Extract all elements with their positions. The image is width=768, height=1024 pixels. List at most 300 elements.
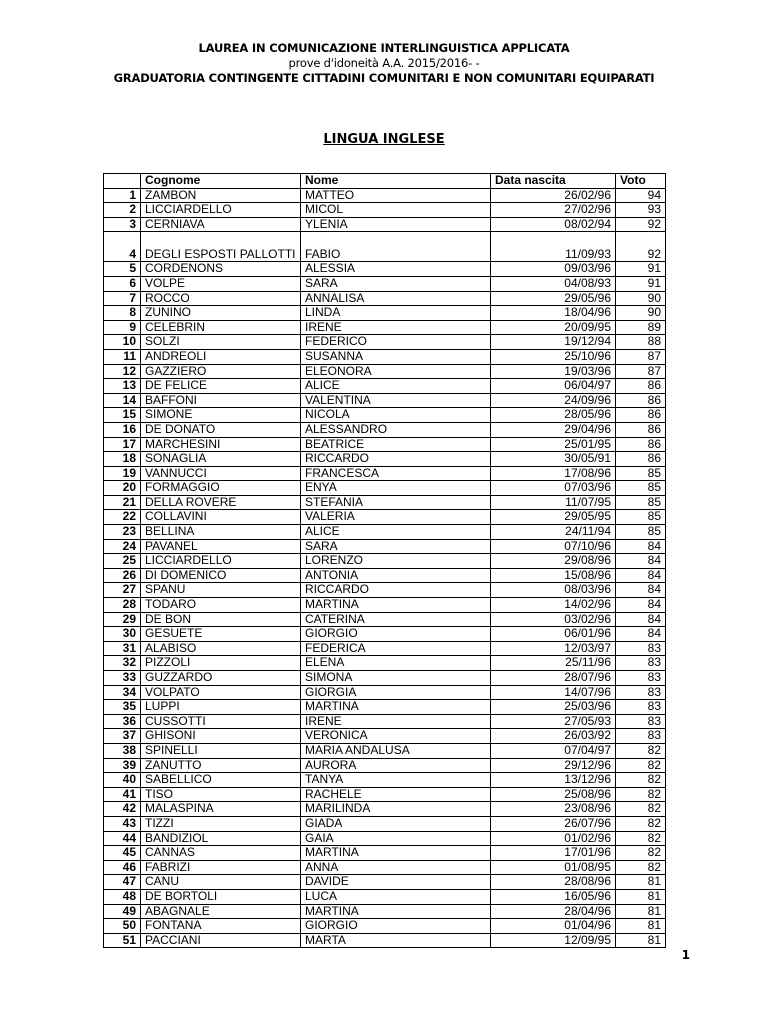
surname-cell: CANU	[141, 875, 301, 890]
surname-cell: ALABISO	[141, 641, 301, 656]
col-header-score: Voto	[616, 174, 666, 189]
rank-cell: 17	[104, 437, 141, 452]
surname-cell: LICCIARDELLO	[141, 554, 301, 569]
score-cell: 82	[616, 758, 666, 773]
score-cell: 83	[616, 729, 666, 744]
name-cell: AURORA	[301, 758, 491, 773]
table-row	[104, 232, 666, 262]
name-cell: BEATRICE	[301, 437, 491, 452]
name-cell: ALESSANDRO	[301, 422, 491, 437]
rank-cell: 34	[104, 685, 141, 700]
surname-cell: MARCHESINI	[141, 437, 301, 452]
surname-cell: ZAMBON	[141, 188, 301, 203]
birthdate-cell: 01/04/96	[491, 919, 616, 934]
score-cell: 81	[616, 919, 666, 934]
name-cell: DAVIDE	[301, 875, 491, 890]
birthdate-cell: 29/05/95	[491, 510, 616, 525]
name-cell: NICOLA	[301, 408, 491, 423]
name-cell: MARTINA	[301, 904, 491, 919]
birthdate-cell: 16/05/96	[491, 889, 616, 904]
name-cell: VALERIA	[301, 510, 491, 525]
table-header-row	[104, 174, 666, 189]
name-cell: CATERINA	[301, 612, 491, 627]
score-cell: 83	[616, 685, 666, 700]
rank-cell: 43	[104, 816, 141, 831]
birthdate-cell: 25/08/96	[491, 787, 616, 802]
table-row	[104, 802, 666, 817]
name-cell: SARA	[301, 276, 491, 291]
birthdate-cell: 25/11/96	[491, 656, 616, 671]
score-cell: 83	[616, 641, 666, 656]
surname-cell: VANNUCCI	[141, 466, 301, 481]
table-row	[104, 831, 666, 846]
ranking-table	[103, 173, 666, 948]
rank-cell: 50	[104, 919, 141, 934]
birthdate-cell: 27/05/93	[491, 714, 616, 729]
rank-cell: 16	[104, 422, 141, 437]
surname-cell: DE DONATO	[141, 422, 301, 437]
header-exam: prove d'idoneità A.A. 2015/2016- -	[288, 56, 480, 70]
score-cell: 84	[616, 627, 666, 642]
col-header-birthdate: Data nascita	[491, 174, 616, 189]
name-cell: TANYA	[301, 773, 491, 788]
score-cell: 85	[616, 481, 666, 496]
rank-cell: 31	[104, 641, 141, 656]
table-row	[104, 335, 666, 350]
score-cell: 83	[616, 671, 666, 686]
score-cell: 93	[616, 203, 666, 218]
table-row	[104, 495, 666, 510]
birthdate-cell: 19/03/96	[491, 364, 616, 379]
table-row	[104, 743, 666, 758]
score-cell: 92	[616, 217, 666, 232]
surname-cell: ZUNINO	[141, 306, 301, 321]
name-cell: FEDERICA	[301, 641, 491, 656]
table-row	[104, 217, 666, 232]
rank-cell: 1	[104, 188, 141, 203]
score-cell: 90	[616, 306, 666, 321]
score-cell: 86	[616, 379, 666, 394]
birthdate-cell: 01/08/95	[491, 860, 616, 875]
table-row	[104, 875, 666, 890]
surname-cell: VOLPE	[141, 276, 301, 291]
score-cell: 85	[616, 525, 666, 540]
score-cell: 86	[616, 408, 666, 423]
rank-cell: 40	[104, 773, 141, 788]
birthdate-cell: 26/02/96	[491, 188, 616, 203]
table-row	[104, 262, 666, 277]
rank-cell: 8	[104, 306, 141, 321]
name-cell: FABIO	[301, 232, 491, 262]
name-cell: LORENZO	[301, 554, 491, 569]
table-row	[104, 481, 666, 496]
table-row	[104, 452, 666, 467]
birthdate-cell: 14/07/96	[491, 685, 616, 700]
name-cell: MARTINA	[301, 598, 491, 613]
rank-cell: 15	[104, 408, 141, 423]
score-cell: 84	[616, 598, 666, 613]
name-cell: GIORGIA	[301, 685, 491, 700]
score-cell: 81	[616, 889, 666, 904]
birthdate-cell: 12/09/95	[491, 933, 616, 948]
table-row	[104, 627, 666, 642]
table-row	[104, 320, 666, 335]
birthdate-cell: 08/02/94	[491, 217, 616, 232]
birthdate-cell: 23/08/96	[491, 802, 616, 817]
score-cell: 88	[616, 335, 666, 350]
header-degree: LAUREA IN COMUNICAZIONE INTERLINGUISTICA APPLICATA	[198, 41, 570, 55]
table-row	[104, 525, 666, 540]
birthdate-cell: 29/08/96	[491, 554, 616, 569]
table-row	[104, 276, 666, 291]
name-cell: RICCARDO	[301, 452, 491, 467]
birthdate-cell: 29/12/96	[491, 758, 616, 773]
score-cell: 91	[616, 262, 666, 277]
name-cell: ALICE	[301, 525, 491, 540]
name-cell: MARILINDA	[301, 802, 491, 817]
rank-cell: 28	[104, 598, 141, 613]
name-cell: ALESSIA	[301, 262, 491, 277]
surname-cell: LICCIARDELLO	[141, 203, 301, 218]
name-cell: ELEONORA	[301, 364, 491, 379]
rank-cell: 48	[104, 889, 141, 904]
name-cell: GIADA	[301, 816, 491, 831]
rank-cell: 7	[104, 291, 141, 306]
surname-cell: ANDREOLI	[141, 349, 301, 364]
table-row	[104, 816, 666, 831]
rank-cell: 26	[104, 568, 141, 583]
table-row	[104, 408, 666, 423]
table-row	[104, 671, 666, 686]
table-row	[104, 568, 666, 583]
surname-cell: SONAGLIA	[141, 452, 301, 467]
table-row	[104, 422, 666, 437]
rank-cell: 4	[104, 232, 141, 262]
birthdate-cell: 29/05/96	[491, 291, 616, 306]
birthdate-cell: 30/05/91	[491, 452, 616, 467]
surname-cell: ABAGNALE	[141, 904, 301, 919]
score-cell: 82	[616, 802, 666, 817]
score-cell: 87	[616, 349, 666, 364]
score-cell: 83	[616, 700, 666, 715]
table-row	[104, 554, 666, 569]
score-cell: 94	[616, 188, 666, 203]
score-cell: 90	[616, 291, 666, 306]
surname-cell: DI DOMENICO	[141, 568, 301, 583]
surname-cell: GUZZARDO	[141, 671, 301, 686]
table-row	[104, 904, 666, 919]
rank-cell: 39	[104, 758, 141, 773]
table-row	[104, 291, 666, 306]
rank-cell: 22	[104, 510, 141, 525]
score-cell: 86	[616, 437, 666, 452]
score-cell: 85	[616, 466, 666, 481]
table-row	[104, 306, 666, 321]
table-row	[104, 188, 666, 203]
rank-cell: 38	[104, 743, 141, 758]
table-row	[104, 510, 666, 525]
surname-cell: SPINELLI	[141, 743, 301, 758]
name-cell: VERONICA	[301, 729, 491, 744]
birthdate-cell: 28/07/96	[491, 671, 616, 686]
surname-cell: SOLZI	[141, 335, 301, 350]
birthdate-cell: 15/08/96	[491, 568, 616, 583]
rank-cell: 11	[104, 349, 141, 364]
rank-cell: 3	[104, 217, 141, 232]
score-cell: 82	[616, 846, 666, 861]
table-row	[104, 379, 666, 394]
score-cell: 86	[616, 393, 666, 408]
rank-cell: 44	[104, 831, 141, 846]
rank-cell: 12	[104, 364, 141, 379]
surname-cell: GHISONI	[141, 729, 301, 744]
rank-cell: 30	[104, 627, 141, 642]
surname-cell: FORMAGGIO	[141, 481, 301, 496]
rank-cell: 25	[104, 554, 141, 569]
table-row	[104, 583, 666, 598]
score-cell: 84	[616, 612, 666, 627]
section-title: LINGUA INGLESE	[323, 132, 445, 147]
table-row	[104, 729, 666, 744]
birthdate-cell: 07/10/96	[491, 539, 616, 554]
table-row	[104, 685, 666, 700]
rank-cell: 49	[104, 904, 141, 919]
birthdate-cell: 17/08/96	[491, 466, 616, 481]
name-cell: LUCA	[301, 889, 491, 904]
name-cell: ELENA	[301, 656, 491, 671]
table-row	[104, 203, 666, 218]
table-row	[104, 889, 666, 904]
rank-cell: 2	[104, 203, 141, 218]
table-row	[104, 612, 666, 627]
name-cell: SUSANNA	[301, 349, 491, 364]
name-cell: STEFANIA	[301, 495, 491, 510]
name-cell: MICOL	[301, 203, 491, 218]
surname-cell: DE BON	[141, 612, 301, 627]
name-cell: ALICE	[301, 379, 491, 394]
birthdate-cell: 13/12/96	[491, 773, 616, 788]
table-row	[104, 773, 666, 788]
surname-cell: CELEBRIN	[141, 320, 301, 335]
rank-cell: 36	[104, 714, 141, 729]
name-cell: YLENIA	[301, 217, 491, 232]
score-cell: 87	[616, 364, 666, 379]
birthdate-cell: 19/12/94	[491, 335, 616, 350]
table-row	[104, 919, 666, 934]
col-header-rank	[104, 174, 141, 189]
header-ranking: GRADUATORIA CONTINGENTE CITTADINI COMUNITARI E NON COMUNITARI EQUIPARATI	[113, 71, 655, 85]
rank-cell: 10	[104, 335, 141, 350]
surname-cell: CANNAS	[141, 846, 301, 861]
name-cell: RICCARDO	[301, 583, 491, 598]
name-cell: ANNA	[301, 860, 491, 875]
birthdate-cell: 01/02/96	[491, 831, 616, 846]
name-cell: IRENE	[301, 714, 491, 729]
birthdate-cell: 27/02/96	[491, 203, 616, 218]
rank-cell: 41	[104, 787, 141, 802]
birthdate-cell: 09/03/96	[491, 262, 616, 277]
surname-cell: FABRIZI	[141, 860, 301, 875]
name-cell: GIORGIO	[301, 627, 491, 642]
score-cell: 81	[616, 904, 666, 919]
birthdate-cell: 06/01/96	[491, 627, 616, 642]
birthdate-cell: 07/04/97	[491, 743, 616, 758]
rank-cell: 13	[104, 379, 141, 394]
surname-cell: MALASPINA	[141, 802, 301, 817]
col-header-surname: Cognome	[141, 174, 301, 189]
score-cell: 84	[616, 568, 666, 583]
score-cell: 91	[616, 276, 666, 291]
surname-cell: ZANUTTO	[141, 758, 301, 773]
name-cell: RACHELE	[301, 787, 491, 802]
table-row	[104, 860, 666, 875]
birthdate-cell: 14/02/96	[491, 598, 616, 613]
name-cell: FRANCESCA	[301, 466, 491, 481]
table-row	[104, 846, 666, 861]
name-cell: ANTONIA	[301, 568, 491, 583]
table-row	[104, 393, 666, 408]
surname-cell: TODARO	[141, 598, 301, 613]
rank-cell: 47	[104, 875, 141, 890]
score-cell: 83	[616, 656, 666, 671]
surname-cell: GESUETE	[141, 627, 301, 642]
surname-cell: SIMONE	[141, 408, 301, 423]
surname-cell: TISO	[141, 787, 301, 802]
score-cell: 82	[616, 831, 666, 846]
surname-cell: CERNIAVA	[141, 217, 301, 232]
birthdate-cell: 12/03/97	[491, 641, 616, 656]
score-cell: 83	[616, 714, 666, 729]
name-cell: VALENTINA	[301, 393, 491, 408]
name-cell: SIMONA	[301, 671, 491, 686]
surname-cell: DE FELICE	[141, 379, 301, 394]
table-row	[104, 364, 666, 379]
birthdate-cell: 18/04/96	[491, 306, 616, 321]
score-cell: 84	[616, 554, 666, 569]
name-cell: GAIA	[301, 831, 491, 846]
birthdate-cell: 11/07/95	[491, 495, 616, 510]
score-cell: 84	[616, 539, 666, 554]
rank-cell: 27	[104, 583, 141, 598]
birthdate-cell: 06/04/97	[491, 379, 616, 394]
name-cell: MARTA	[301, 933, 491, 948]
rank-cell: 45	[104, 846, 141, 861]
surname-cell: BELLINA	[141, 525, 301, 540]
rank-cell: 51	[104, 933, 141, 948]
score-cell: 92	[616, 232, 666, 262]
score-cell: 85	[616, 510, 666, 525]
rank-cell: 37	[104, 729, 141, 744]
score-cell: 82	[616, 773, 666, 788]
score-cell: 86	[616, 452, 666, 467]
table-row	[104, 598, 666, 613]
surname-cell: ROCCO	[141, 291, 301, 306]
surname-cell: COLLAVINI	[141, 510, 301, 525]
surname-cell: GAZZIERO	[141, 364, 301, 379]
name-cell: MARIA ANDALUSA	[301, 743, 491, 758]
surname-cell: VOLPATO	[141, 685, 301, 700]
surname-cell: BAFFONI	[141, 393, 301, 408]
page-number: 1	[681, 948, 690, 962]
rank-cell: 29	[104, 612, 141, 627]
score-cell: 89	[616, 320, 666, 335]
birthdate-cell: 24/09/96	[491, 393, 616, 408]
birthdate-cell: 20/09/95	[491, 320, 616, 335]
birthdate-cell: 25/10/96	[491, 349, 616, 364]
rank-cell: 19	[104, 466, 141, 481]
table-row	[104, 539, 666, 554]
birthdate-cell: 17/01/96	[491, 846, 616, 861]
birthdate-cell: 28/04/96	[491, 904, 616, 919]
table-row	[104, 758, 666, 773]
surname-cell: FONTANA	[141, 919, 301, 934]
surname-cell: TIZZI	[141, 816, 301, 831]
table-row	[104, 656, 666, 671]
surname-cell: CORDENONS	[141, 262, 301, 277]
score-cell: 82	[616, 816, 666, 831]
table-row	[104, 700, 666, 715]
name-cell: GIORGIO	[301, 919, 491, 934]
birthdate-cell: 26/07/96	[491, 816, 616, 831]
score-cell: 82	[616, 743, 666, 758]
rank-cell: 6	[104, 276, 141, 291]
birthdate-cell: 07/03/96	[491, 481, 616, 496]
table-row	[104, 933, 666, 948]
table-row	[104, 437, 666, 452]
rank-cell: 32	[104, 656, 141, 671]
surname-cell: DE BORTOLI	[141, 889, 301, 904]
rank-cell: 21	[104, 495, 141, 510]
birthdate-cell: 03/02/96	[491, 612, 616, 627]
surname-cell: DEGLI ESPOSTI PALLOTTI	[141, 232, 301, 262]
score-cell: 82	[616, 860, 666, 875]
rank-cell: 20	[104, 481, 141, 496]
rank-cell: 46	[104, 860, 141, 875]
name-cell: SARA	[301, 539, 491, 554]
col-header-name: Nome	[301, 174, 491, 189]
birthdate-cell: 28/05/96	[491, 408, 616, 423]
score-cell: 81	[616, 875, 666, 890]
score-cell: 81	[616, 933, 666, 948]
birthdate-cell: 11/09/93	[491, 232, 616, 262]
rank-cell: 24	[104, 539, 141, 554]
rank-cell: 35	[104, 700, 141, 715]
rank-cell: 9	[104, 320, 141, 335]
name-cell: FEDERICO	[301, 335, 491, 350]
name-cell: MARTINA	[301, 700, 491, 715]
name-cell: MARTINA	[301, 846, 491, 861]
surname-cell: PACCIANI	[141, 933, 301, 948]
birthdate-cell: 29/04/96	[491, 422, 616, 437]
rank-cell: 42	[104, 802, 141, 817]
table-row	[104, 349, 666, 364]
name-cell: ANNALISA	[301, 291, 491, 306]
score-cell: 85	[616, 495, 666, 510]
rank-cell: 14	[104, 393, 141, 408]
name-cell: LINDA	[301, 306, 491, 321]
surname-cell: DELLA ROVERE	[141, 495, 301, 510]
birthdate-cell: 26/03/92	[491, 729, 616, 744]
surname-cell: SABELLICO	[141, 773, 301, 788]
score-cell: 84	[616, 583, 666, 598]
rank-cell: 5	[104, 262, 141, 277]
birthdate-cell: 04/08/93	[491, 276, 616, 291]
document-header	[0, 41, 768, 86]
birthdate-cell: 25/03/96	[491, 700, 616, 715]
surname-cell: LUPPI	[141, 700, 301, 715]
birthdate-cell: 28/08/96	[491, 875, 616, 890]
birthdate-cell: 25/01/95	[491, 437, 616, 452]
